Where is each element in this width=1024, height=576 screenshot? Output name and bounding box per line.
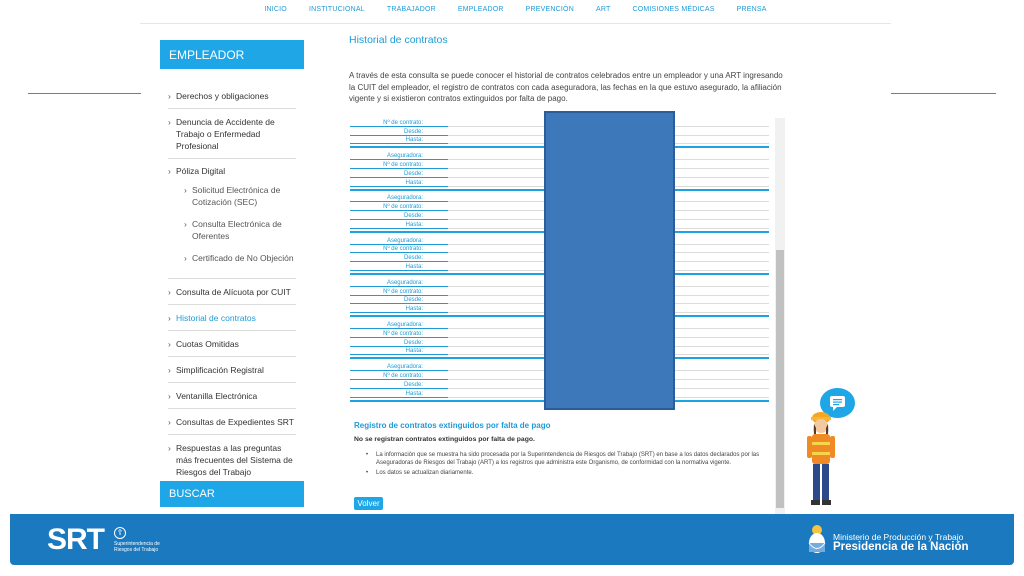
sidebar-item[interactable] — [168, 357, 296, 383]
chevron-right-icon: › — [168, 365, 171, 375]
frame-scrollbar[interactable] — [775, 118, 785, 514]
contract-field-label: Aseguradora: — [386, 195, 423, 202]
ministry-label: Ministerio de Producción y Trabajo — [833, 532, 964, 542]
sidebar-item[interactable] — [168, 305, 296, 331]
sidebar-subitem[interactable] — [168, 214, 296, 248]
srt-subtitle-line2: Riesgos del Trabajo — [114, 547, 159, 553]
footer — [10, 514, 1014, 565]
sidebar-item[interactable] — [168, 331, 296, 357]
nav-item-empleador[interactable]: EMPLEADOR — [457, 6, 504, 13]
sidebar-item[interactable] — [168, 435, 296, 485]
contract-field-label: Aseguradora: — [386, 279, 423, 286]
contract-field-label: Desde: — [403, 128, 423, 135]
note-text: Los datos se actualizan diariamente. — [376, 470, 474, 476]
argentina-coat-of-arms-icon — [806, 524, 828, 556]
note-text: La información que se muestra ha sido procesada por la Superintendencia de Riesgos del Trabajo (SRT) en base a los datos declarados por las Aseguradoras de Riesgos del Trabajo (ART) a los registros que administra este Organismo, de conformidad con la normativa vigente. — [376, 452, 760, 466]
chevron-right-icon: › — [168, 313, 171, 323]
sidebar-item-label: Simplificación Registral — [176, 365, 264, 375]
sidebar-item[interactable] — [168, 383, 296, 409]
sidebar-item-label: Cuotas Omitidas — [176, 339, 239, 349]
nav-item-inicio[interactable]: INICIO — [264, 6, 287, 13]
sidebar-subitem[interactable] — [168, 248, 296, 270]
volver-button[interactable]: Volver — [354, 497, 383, 510]
srt-badge-icon: ☦ — [114, 527, 126, 539]
label-underline — [350, 354, 448, 355]
sidebar-item-label: Derechos y obligaciones — [176, 91, 269, 101]
chevron-right-icon: › — [168, 339, 171, 349]
sidebar-item[interactable] — [168, 409, 296, 435]
sidebar-group-poliza — [168, 159, 296, 279]
nav-item-art[interactable]: ART — [595, 6, 611, 13]
contract-field-label: Hasta: — [405, 221, 423, 228]
bullet-icon: • — [366, 452, 369, 458]
contract-field-label: Nº de contrato: — [383, 161, 423, 168]
contract-field-label: Desde: — [403, 212, 423, 219]
sidebar-item-label: Respuestas a las preguntas más frecuentes del Sistema de Riesgos del Trabajo — [176, 443, 293, 477]
contract-field-label: Hasta: — [405, 306, 423, 313]
chevron-right-icon: › — [168, 287, 171, 297]
sidebar-item-label: Consultas de Expedientes SRT — [176, 417, 294, 427]
sidebar-subitem-label: Solicitud Electrónica de Cotización (SEC) — [192, 185, 281, 207]
contract-field-label: Hasta: — [405, 179, 423, 186]
note-item — [366, 470, 770, 478]
label-underline — [350, 186, 448, 187]
note-item — [366, 452, 770, 467]
buscar-header[interactable]: BUSCAR — [160, 481, 304, 507]
bullet-icon: • — [366, 470, 369, 476]
scrollbar-thumb[interactable] — [776, 250, 784, 508]
label-underline — [350, 312, 448, 313]
notes-list — [366, 452, 770, 481]
label-underline — [350, 228, 448, 229]
right-deco-line — [891, 93, 996, 94]
contract-field-label: Nº de contrato: — [383, 246, 423, 253]
extinct-contracts-title: Registro de contratos extinguidos por falta de pago — [354, 421, 551, 430]
srt-subtitle-line1: Superintendencia de — [114, 541, 160, 547]
assistant-figure-icon[interactable] — [798, 406, 844, 508]
chevron-right-icon: › — [184, 253, 187, 263]
contract-field-label: Desde: — [403, 381, 423, 388]
chevron-right-icon: › — [168, 166, 171, 176]
srt-logo[interactable]: SRT — [47, 523, 104, 556]
contract-field-label: Desde: — [403, 339, 423, 346]
contract-field-label: Hasta: — [405, 390, 423, 397]
contract-field-label: Hasta: — [405, 137, 423, 144]
sidebar-item-label: Denuncia de Accidente de Trabajo o Enfermedad Profesional — [176, 117, 275, 151]
top-nav — [140, 0, 891, 24]
contract-field-label: Desde: — [403, 255, 423, 262]
contract-field-label: Aseguradora: — [386, 321, 423, 328]
sidebar-subitem-label: Consulta Electrónica de Oferentes — [192, 219, 282, 241]
sidebar-item[interactable] — [168, 279, 296, 305]
label-underline — [350, 397, 448, 398]
nav-item-prevencion[interactable]: PREVENCIÓN — [525, 6, 574, 13]
sidebar — [160, 40, 304, 485]
redaction-box — [544, 111, 675, 410]
sidebar-subitem[interactable] — [168, 180, 296, 214]
contract-field-label: Hasta: — [405, 263, 423, 270]
sidebar-item-poliza[interactable] — [168, 163, 296, 180]
contract-field-label: Desde: — [403, 170, 423, 177]
sidebar-item[interactable] — [168, 109, 296, 159]
sidebar-item-label: Historial de contratos — [176, 313, 256, 323]
presidency-label: Presidencia de la Nación — [833, 541, 969, 553]
extinct-contracts-message: No se registran contratos extinguidos por falta de pago. — [354, 436, 535, 443]
page-title: Historial de contratos — [349, 34, 448, 46]
contract-field-label: Nº de contrato: — [383, 119, 423, 126]
contract-field-label: Desde: — [403, 297, 423, 304]
sidebar-subitem-label: Certificado de No Objeción — [192, 253, 294, 263]
srt-subtitle — [114, 541, 160, 553]
sidebar-item-label: Consulta de Alícuota por CUIT — [176, 287, 291, 297]
chevron-right-icon: › — [168, 443, 171, 453]
chevron-right-icon: › — [184, 219, 187, 229]
chevron-right-icon: › — [168, 417, 171, 427]
contract-field-label: Nº de contrato: — [383, 288, 423, 295]
chevron-right-icon: › — [168, 117, 171, 127]
sidebar-list — [168, 83, 296, 485]
sidebar-header: EMPLEADOR — [160, 40, 304, 69]
contract-field-label: Aseguradora: — [386, 153, 423, 160]
left-deco-line — [28, 93, 141, 94]
chevron-right-icon: › — [168, 391, 171, 401]
sidebar-item-label: Póliza Digital — [176, 166, 226, 176]
nav-item-prensa[interactable]: PRENSA — [736, 6, 767, 13]
sidebar-item-label: Ventanilla Electrónica — [176, 391, 258, 401]
chevron-right-icon: › — [184, 185, 187, 195]
label-underline — [350, 270, 448, 271]
contract-field-label: Nº de contrato: — [383, 372, 423, 379]
nav-item-trabajador[interactable]: TRABAJADOR — [386, 6, 436, 13]
contract-field-label: Hasta: — [405, 348, 423, 355]
contract-field-label: Nº de contrato: — [383, 204, 423, 211]
intro-text: A través de esta consulta se puede conocer el historial de contratos celebrados entre un empleador y una ART ingresando la CUIT del empleador, el registro de contratos con cada aseguradora, las fechas en la que estuvo asegurado, la afiliación vigente y si existieron contratos extinguidos por falta de pago. — [349, 71, 783, 103]
contract-field-label: Nº de contrato: — [383, 330, 423, 337]
label-underline — [350, 143, 448, 144]
sidebar-item[interactable] — [168, 83, 296, 109]
nav-item-comisiones-medicas[interactable]: COMISIONES MÉDICAS — [632, 6, 715, 13]
chevron-right-icon: › — [168, 91, 171, 101]
nav-item-institucional[interactable]: INSTITUCIONAL — [308, 6, 365, 13]
contract-field-label: Aseguradora: — [386, 237, 423, 244]
contract-field-label: Aseguradora: — [386, 364, 423, 371]
